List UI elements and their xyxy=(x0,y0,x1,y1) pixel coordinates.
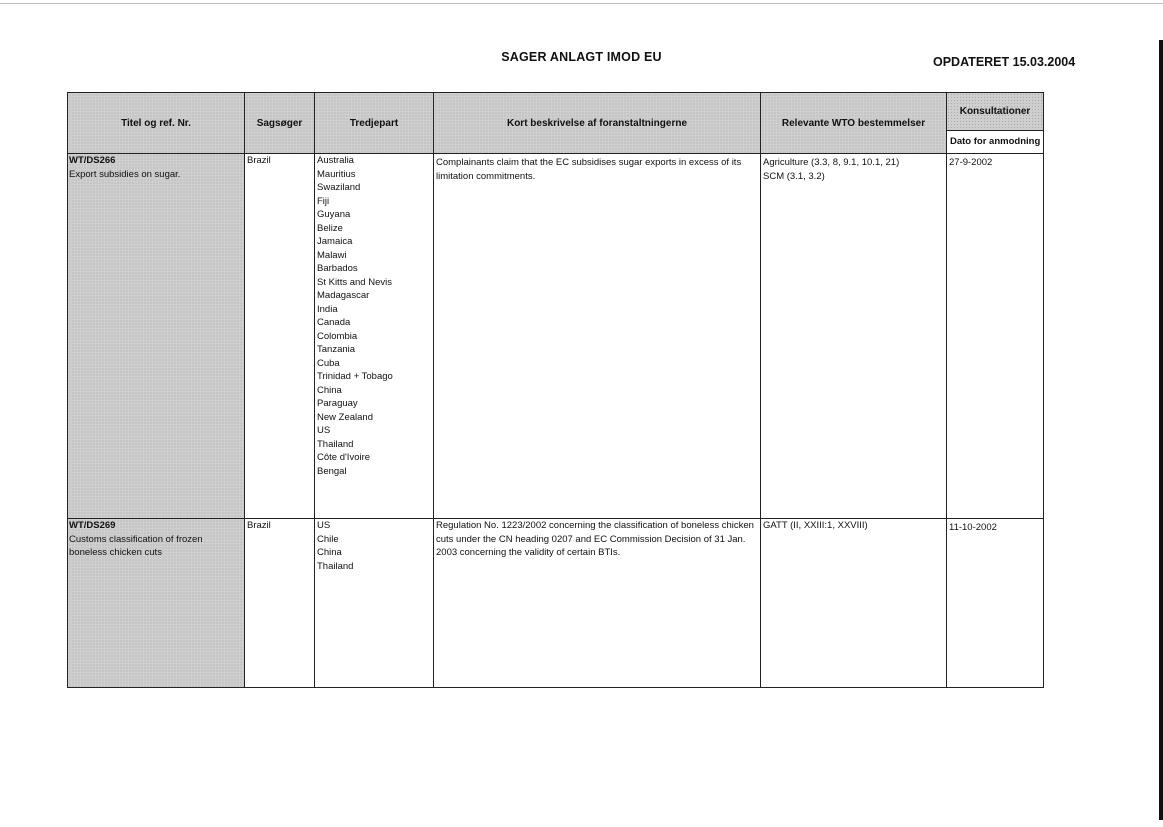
description-cell: Complainants claim that the EC subsidises sugar exports in excess of its limitation commitments. xyxy=(434,154,761,519)
list-item: Côte d'Ivoire xyxy=(317,452,371,463)
list-item: Belize xyxy=(317,222,343,234)
case-ref-number: WT/DS269 xyxy=(69,520,116,531)
list-item: Trinidad + Tobago xyxy=(317,371,393,382)
list-item: Swaziland xyxy=(317,182,361,193)
list-item: Mauritius xyxy=(317,168,356,180)
page-title: SAGER ANLAGT IMOD EU xyxy=(501,50,662,64)
list-item: Malawi xyxy=(317,249,347,261)
list-item: Bengal xyxy=(317,465,347,477)
header-plaintiff: Sagsøger xyxy=(245,93,315,154)
wto-provision: Agriculture (3.3, 8, 9.1, 10.1, 21) xyxy=(763,157,900,168)
scan-edge-bar xyxy=(1159,40,1163,820)
plaintiff-cell: Brazil xyxy=(245,154,315,519)
list-item: Paraguay xyxy=(317,398,358,409)
list-item: Madagascar xyxy=(317,290,370,301)
request-date-cell: 27-9-2002 xyxy=(947,154,1044,519)
wto-provisions-cell xyxy=(761,154,947,519)
scan-artifact-line xyxy=(0,3,1163,4)
list-item: Barbados xyxy=(317,263,358,274)
list-item: Fiji xyxy=(317,195,330,207)
header-consultations xyxy=(947,93,1044,154)
case-title: Customs classification of frozen boneless chicken cuts xyxy=(69,533,203,558)
list-item: Guyana xyxy=(317,209,351,220)
consultations-label: Konsultationer xyxy=(947,93,1043,131)
list-item: US xyxy=(317,425,331,436)
list-item: Canada xyxy=(317,317,351,328)
third-party-cell xyxy=(315,154,434,519)
list-item: New Zealand xyxy=(317,411,373,423)
header-title-ref: Titel og ref. Nr. xyxy=(68,93,245,154)
updated-date: OPDATERET 15.03.2004 xyxy=(933,55,1076,69)
list-item: Chile xyxy=(317,533,339,545)
header-wto-provisions: Relevante WTO bestemmelser xyxy=(761,93,947,154)
description-cell: Regulation No. 1223/2002 concerning the classification of boneless chicken cuts under the CN heading 0207 and EC Commission Decision of 31 Jan. 2003 concerning the validity of certain BTIs. xyxy=(434,519,761,688)
list-item: Cuba xyxy=(317,357,340,369)
third-party-cell xyxy=(315,519,434,688)
wto-provisions-cell xyxy=(761,519,947,688)
list-item: Thailand xyxy=(317,560,354,572)
list-item: Australia xyxy=(317,155,354,166)
wto-provision: GATT (II, XXIII:1, XXVIII) xyxy=(763,520,868,531)
request-date-cell: 11-10-2002 xyxy=(947,519,1044,688)
case-ref-cell xyxy=(68,519,245,688)
table-row xyxy=(68,154,1044,519)
plaintiff-cell: Brazil xyxy=(245,519,315,688)
list-item: China xyxy=(317,384,342,396)
header-description: Kort beskrivelse af foranstaltningerne xyxy=(434,93,761,154)
request-date-label: Dato for anmodning xyxy=(947,131,1043,153)
list-item: Colombia xyxy=(317,330,358,342)
case-title: Export subsidies on sugar. xyxy=(69,168,181,180)
third-party-list xyxy=(317,154,431,478)
cases-table-wrapper xyxy=(67,92,1044,688)
list-item: India xyxy=(317,303,338,315)
table-row xyxy=(68,519,1044,688)
wto-provision: SCM (3.1, 3.2) xyxy=(763,170,825,182)
case-ref-cell xyxy=(68,154,245,519)
list-item: Thailand xyxy=(317,438,354,450)
list-item: Jamaica xyxy=(317,236,353,247)
header-third-party: Tredjepart xyxy=(315,93,434,154)
table-header-row xyxy=(68,93,1044,154)
list-item: US xyxy=(317,520,331,531)
third-party-list xyxy=(317,519,431,573)
list-item: China xyxy=(317,547,342,558)
case-ref-number: WT/DS266 xyxy=(69,155,116,166)
cases-table xyxy=(67,92,1044,688)
list-item: St Kitts and Nevis xyxy=(317,276,392,288)
list-item: Tanzania xyxy=(317,344,356,355)
